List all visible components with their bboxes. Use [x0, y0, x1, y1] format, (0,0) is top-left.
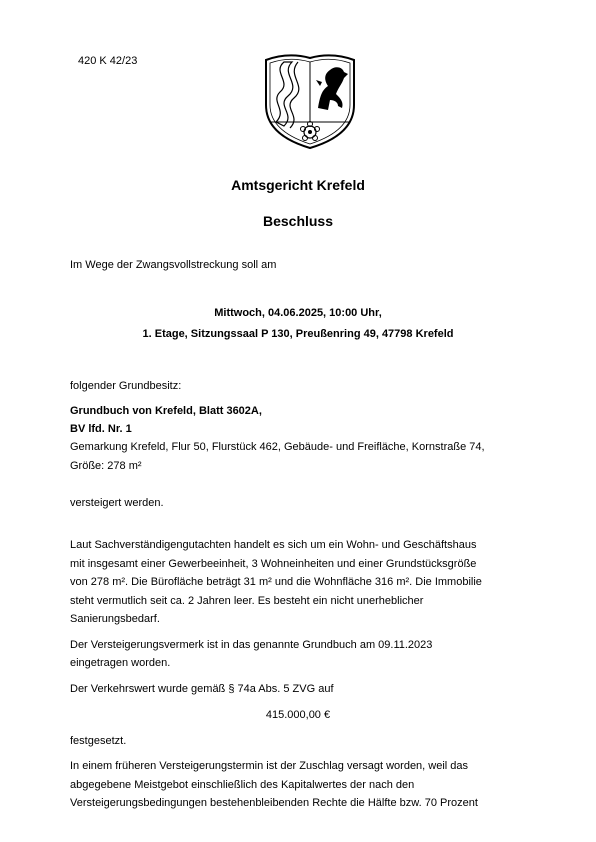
document-title: Beschluss — [262, 213, 334, 229]
expert-line: Laut Sachverständigengutachten handelt es sich um ein Wohn- und Geschäftshaus — [70, 539, 477, 551]
note-line: Der Versteigerungsvermerk ist in das genannte Grundbuch am 09.11.2023 — [70, 639, 433, 651]
previous-line: abgegebene Meistgebot einschließlich des Kapitalwertes der nach den — [70, 779, 415, 791]
court-name: Amtsgericht Krefeld — [231, 177, 365, 193]
note-line: eingetragen worden. — [70, 657, 171, 669]
expert-line: mit insgesamt einer Gewerbeeinheit, 3 Wohneinheiten und einer Grundstücksgröße — [70, 558, 477, 570]
auction-location: 1. Etage, Sitzungssaal P 130, Preußenring 49, 47798 Krefeld — [142, 328, 454, 340]
parcel-line: Gemarkung Krefeld, Flur 50, Flurstück 462, Gebäude- und Freifläche, Kornstraße 74, — [70, 441, 485, 453]
land-register: Grundbuch von Krefeld, Blatt 3602A, — [70, 405, 262, 417]
expert-line: Sanierungsbedarf. — [70, 613, 160, 625]
market-value: 415.000,00 € — [265, 709, 331, 721]
intro-text: Im Wege der Zwangsvollstreckung soll am — [70, 259, 277, 271]
property-intro: folgender Grundbesitz: — [70, 380, 182, 392]
auction-phrase: versteigert werden. — [70, 497, 164, 509]
previous-line: Versteigerungsbedingungen bestehenbleibenden Rechte die Hälfte bzw. 70 Prozent — [70, 797, 478, 809]
auction-date: Mittwoch, 04.06.2025, 10:00 Uhr, — [214, 307, 382, 319]
expert-line: steht vermutlich seit ca. 2 Jahren leer. Es besteht ein nicht unerheblicher — [70, 595, 424, 607]
value-outro: festgesetzt. — [70, 735, 127, 747]
bv-number: BV lfd. Nr. 1 — [70, 423, 132, 435]
coat-of-arms-icon — [258, 50, 362, 150]
expert-line: von 278 m². Die Bürofläche beträgt 31 m² und die Wohnfläche 316 m². Die Immobilie — [70, 576, 482, 588]
value-intro: Der Verkehrswert wurde gemäß § 74a Abs. 5 ZVG auf — [70, 683, 334, 695]
previous-line: In einem früheren Versteigerungstermin ist der Zuschlag versagt worden, weil das — [70, 760, 469, 772]
parcel-line: Größe: 278 m² — [70, 460, 142, 472]
file-number: 420 K 42/23 — [78, 55, 138, 67]
